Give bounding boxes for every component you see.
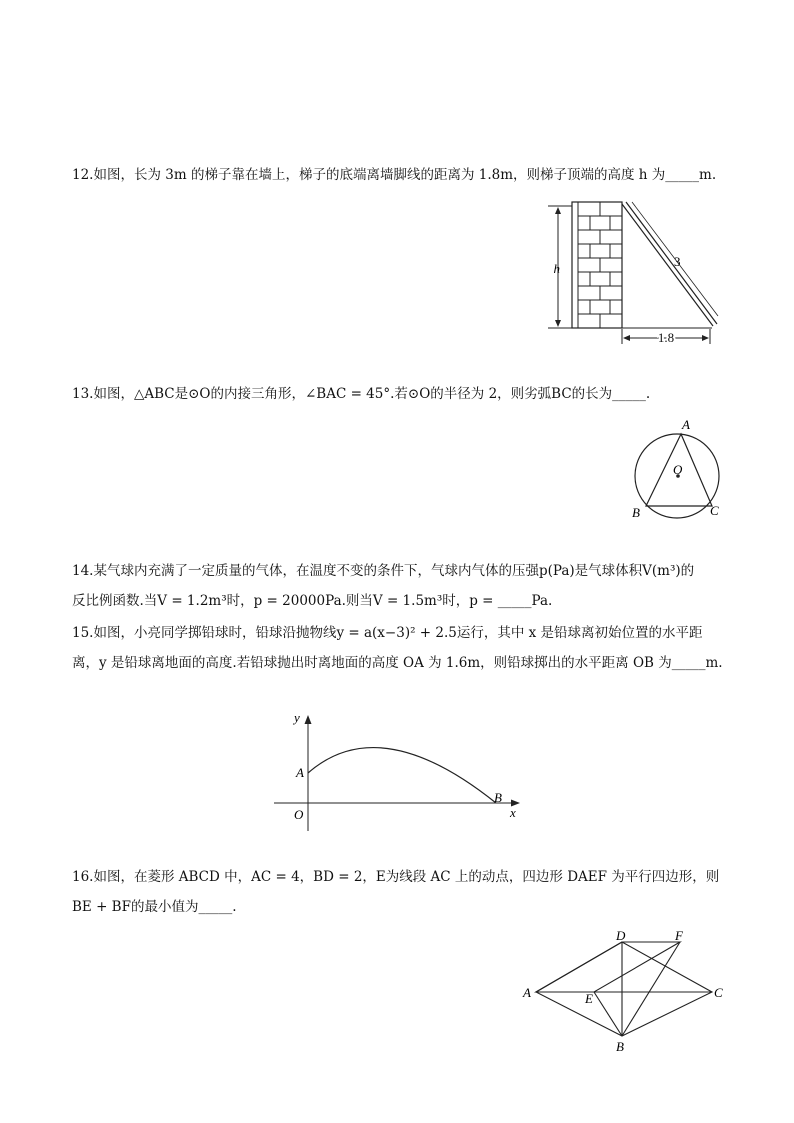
question-15-line1: 15.如图，小亮同学掷铅球时，铅球沿抛物线y = a(x−3)² + 2.5运行，其中 x 是铅球离初始位置的水平距	[72, 625, 703, 641]
question-16	[72, 862, 722, 922]
figure-ladder-wall	[540, 198, 730, 348]
label-O: O	[673, 462, 683, 477]
figure-parabola	[270, 705, 530, 835]
label-B: B	[616, 1039, 624, 1054]
label-D: D	[616, 930, 626, 943]
label-O: O	[294, 807, 304, 822]
figure-circle-triangle	[622, 414, 732, 524]
label-y: y	[294, 710, 300, 725]
question-15	[72, 618, 722, 678]
parabola-curve	[308, 748, 496, 803]
label-base-1-8: 1.8	[657, 330, 675, 345]
label-C: C	[710, 503, 719, 518]
label-A: A	[523, 985, 531, 1000]
label-h: h	[553, 261, 560, 276]
y-arrow	[305, 715, 312, 724]
question-16-line2: BE + BF的最小值为_____.	[72, 899, 237, 915]
ladder	[622, 204, 713, 326]
parallelogram-daef	[536, 942, 680, 992]
rhombus-abcd	[536, 942, 712, 1036]
question-14-line2: 反比例函数.当V = 1.2m³时，p = 20000Pa.则当V = 1.5m³时，p = _____Pa.	[72, 593, 553, 609]
question-13-text: 13.如图，△ABC是⊙O的内接三角形，∠BAC = 45°.若⊙O的半径为 2，则劣弧BC的长为_____.	[72, 386, 651, 402]
question-13	[72, 379, 722, 409]
label-ladder-3: 3	[674, 254, 681, 269]
question-12-text: 12.如图，长为 3m 的梯子靠在墙上，梯子的底端离墙脚线的距离为 1.8m，则梯子顶端的高度 h 为_____m.	[72, 167, 717, 183]
question-16-line1: 16.如图，在菱形 ABCD 中，AC = 4，BD = 2，E为线段 AC 上的动点，四边形 DAEF 为平行四边形，则	[72, 869, 720, 885]
label-x: x	[510, 805, 516, 820]
label-A: A	[682, 417, 690, 432]
question-15-line2: 离，y 是铅球离地面的高度.若铅球抛出时离地面的高度 OA 为 1.6m，则铅球掷出的水平距离 OB 为_____m.	[72, 655, 723, 671]
label-F: F	[675, 930, 683, 943]
label-E: E	[585, 991, 593, 1006]
label-B: B	[632, 505, 640, 520]
wall-edge	[572, 202, 578, 328]
figure-rhombus	[518, 930, 728, 1054]
label-A: A	[296, 765, 304, 780]
wall-bricks	[578, 202, 622, 328]
label-B: B	[494, 790, 502, 805]
question-12	[72, 160, 722, 190]
question-14	[72, 556, 722, 616]
wall-outline	[572, 202, 622, 328]
question-14-line1: 14.某气球内充满了一定质量的气体，在温度不变的条件下，气球内气体的压强p(Pa)是气球体积V(m³)的	[72, 563, 695, 579]
label-C: C	[714, 985, 723, 1000]
